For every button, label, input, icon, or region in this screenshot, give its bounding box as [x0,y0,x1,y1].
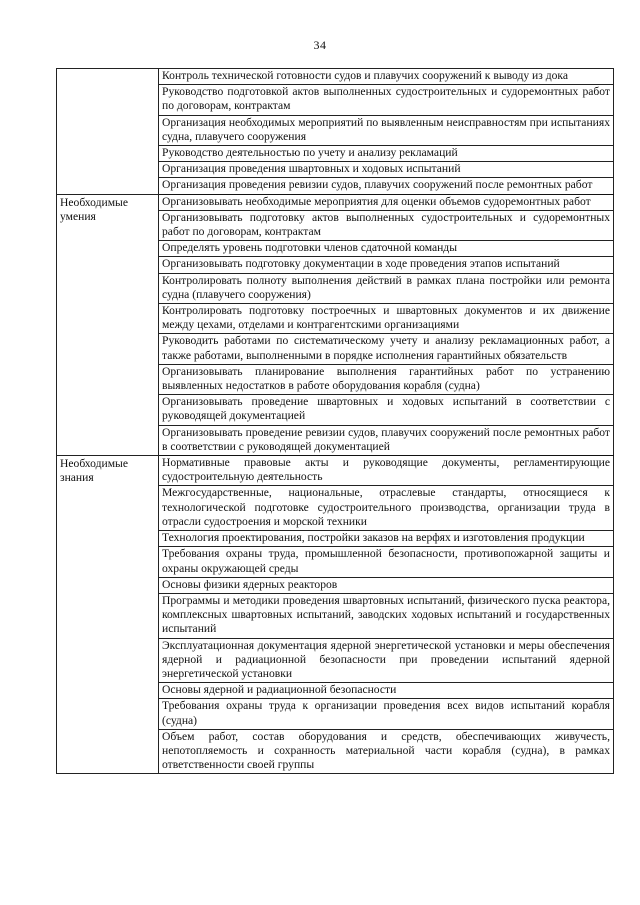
table-cell: Нормативные правовые акты и руководящие документы, регламентирующие судостроительную деятельность [159,456,614,486]
row-label-skills: Необходимые умения [57,194,159,455]
table-cell: Технология проектирования, постройки заказов на верфях и изготовления продукции [159,531,614,547]
table-cell: Программы и методики проведения швартовных испытаний, физического пуска реактора, комплексных швартовных испытаний, заводских ходовых испытаний и государственных испытаний [159,593,614,638]
page-number: 34 [313,38,327,52]
table-cell: Организация проведения швартовных и ходовых испытаний [159,162,614,178]
row-label [57,69,159,195]
table-cell: Контролировать подготовку построечных и швартовных документов и их движение между цехами, отделами и контрагентскими организациями [159,304,614,334]
table-cell: Руководство деятельностью по учету и анализу рекламаций [159,146,614,162]
table-cell: Основы физики ядерных реакторов [159,577,614,593]
table-cell: Основы ядерной и радиационной безопасности [159,683,614,699]
table-cell: Организовывать подготовку актов выполненных судостроительных и судоремонтных работ по договорам, контрактам [159,210,614,240]
table-cell: Организовывать планирование выполнения гарантийных работ по устранению выявленных недостатков в работе оборудования корабля (судна) [159,364,614,394]
table-cell: Требования охраны труда, промышленной безопасности, противопожарной защиты и охраны окружающей среды [159,547,614,577]
table-cell: Организовывать проведение швартовных и ходовых испытаний в соответствии с руководящей документацией [159,395,614,425]
table-cell: Контроль технической готовности судов и плавучих сооружений к выводу из дока [159,69,614,85]
table-cell: Межгосударственные, национальные, отраслевые стандарты, относящиеся к технологической подготовке судостроительного производства, организации труда в отрасли судостроения и морской техники [159,486,614,531]
requirements-table [56,68,614,774]
table-cell: Объем работ, состав оборудования и средств, обеспечивающих живучесть, непотопляемость и сохранность материальной части корабля (судна), в рамках ответственности своей группы [159,729,614,774]
table-cell: Определять уровень подготовки членов сдаточной команды [159,241,614,257]
table-cell: Организовывать необходимые мероприятия для оценки объемов судоремонтных работ [159,194,614,210]
table-cell: Эксплуатационная документация ядерной энергетической установки и меры обеспечения ядерной и радиационной безопасности при проведении испытаний ядерной энергетической установки [159,638,614,683]
row-label-knowledge: Необходимые знания [57,456,159,774]
table-cell: Руководить работами по систематическому учету и анализу рекламационных работ, а также работами, выполненными в порядке исполнения гарантийных обязательств [159,334,614,364]
table-cell: Организация проведения ревизии судов, плавучих сооружений после ремонтных работ [159,178,614,194]
table-cell: Контролировать полноту выполнения действий в рамках плана постройки или ремонта судна (плавучего сооружения) [159,273,614,303]
table-cell: Организация необходимых мероприятий по выявленным неисправностям при испытаниях судна, плавучего сооружения [159,115,614,145]
table-cell: Руководство подготовкой актов выполненных судостроительных и судоремонтных работ по договорам, контрактам [159,85,614,115]
table-cell: Организовывать проведение ревизии судов, плавучих сооружений после ремонтных работ в соответствии с руководящей документацией [159,425,614,455]
table-cell: Требования охраны труда к организации проведения всех видов испытаний корабля (судна) [159,699,614,729]
table-cell: Организовывать подготовку документации в ходе проведения этапов испытаний [159,257,614,273]
